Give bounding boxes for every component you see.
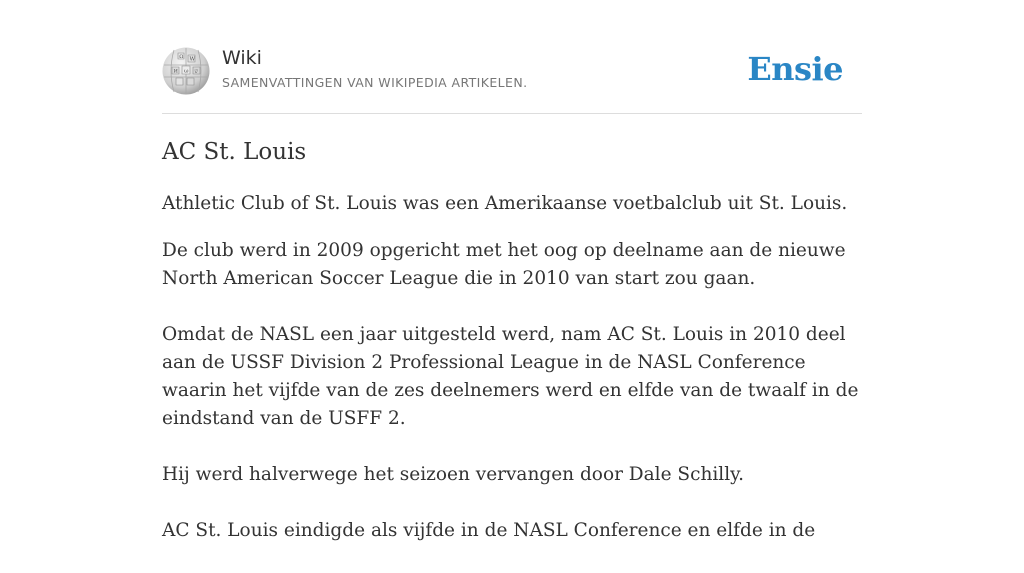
ensie-brand-link[interactable]: Ensie: [747, 50, 843, 88]
article-paragraph: Hij werd halverwege het seizoen vervangen door Dale Schilly.: [162, 464, 744, 485]
wikipedia-globe-icon: [162, 47, 210, 95]
article-paragraph: AC St. Louis eindigde als vijfde in de NASL Conference en elfde in de: [162, 520, 816, 541]
svg-text:И: И: [173, 68, 178, 75]
article-paragraph: De club werd in 2009 opgericht met het oog op deelname aan de nieuwe North American Soccer League die in 2010 van start zou gaan.: [162, 240, 846, 289]
site-logo[interactable]: [162, 47, 210, 95]
svg-text:Ω: Ω: [179, 54, 184, 60]
page-title: AC St. Louis: [162, 139, 307, 165]
site-header: [162, 0, 862, 114]
svg-text:W: W: [189, 56, 196, 63]
article-paragraph: Omdat de NASL een jaar uitgesteld werd, nam AC St. Louis in 2010 deel aan de USSF Division 2 Professional League in de NASL Conference waarin het vijfde van de zes deelnemers werd en elfde van de twaalf in de eindstand van de USFF 2.: [162, 324, 859, 429]
site-tagline: SAMENVATTINGEN VAN WIKIPEDIA ARTIKELEN.: [222, 75, 528, 90]
site-name[interactable]: Wiki: [222, 47, 262, 69]
article-intro: Athletic Club of St. Louis was een Amerikaanse voetbalclub uit St. Louis.: [162, 193, 848, 214]
svg-text:ω: ω: [184, 68, 189, 75]
content-container: [162, 0, 862, 541]
article-body: [162, 190, 866, 573]
svg-text:ש: ש: [194, 68, 199, 75]
